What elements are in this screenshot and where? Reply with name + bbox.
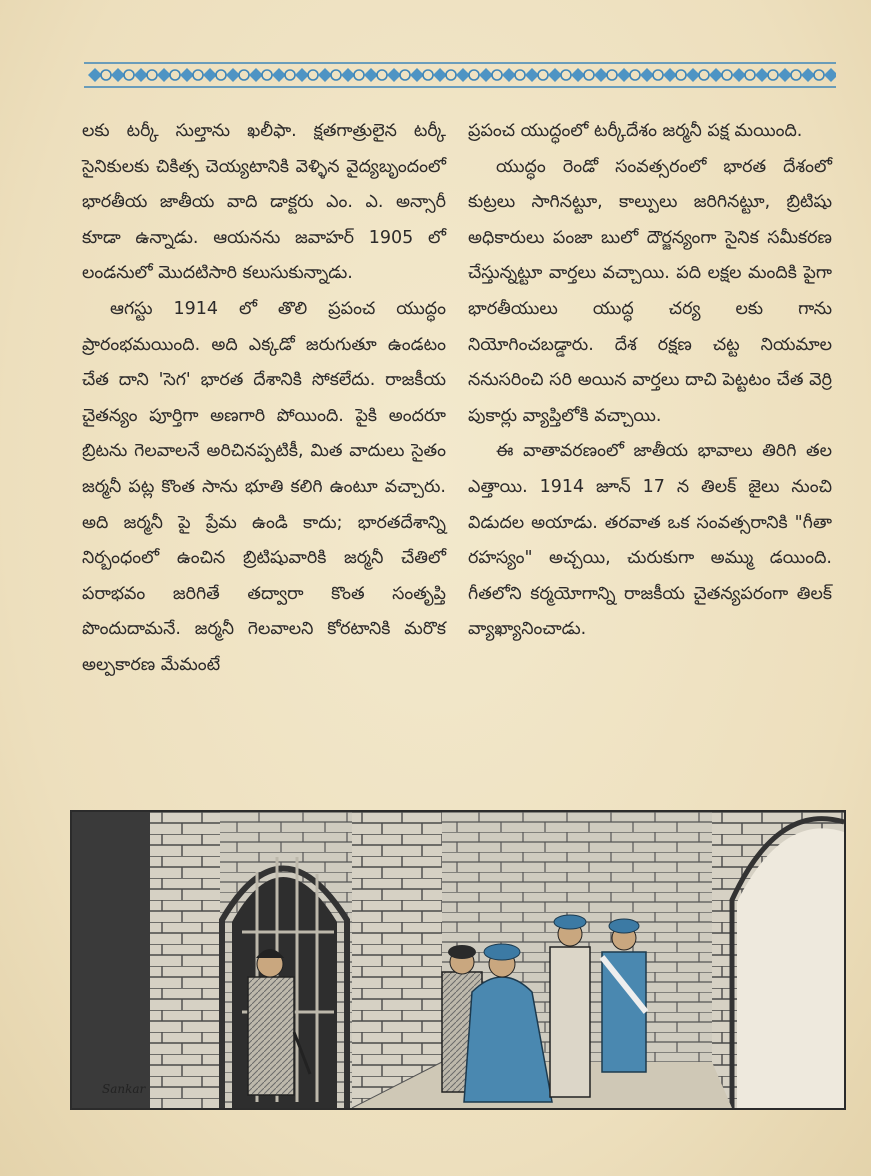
- border-diamond: [134, 68, 148, 82]
- border-diamond: [686, 68, 700, 82]
- border-ring: [699, 70, 709, 80]
- border-ring: [722, 70, 732, 80]
- left-wall-shadow: [72, 812, 150, 1108]
- border-diamond: [525, 68, 539, 82]
- border-diamond: [272, 68, 286, 82]
- border-ring: [377, 70, 387, 80]
- border-diamond: [249, 68, 263, 82]
- border-ring: [285, 70, 295, 80]
- decorative-border: [84, 60, 836, 90]
- border-ring: [676, 70, 686, 80]
- border-ring: [101, 70, 111, 80]
- border-diamond: [88, 68, 102, 82]
- border-diamond: [778, 68, 792, 82]
- border-diamond: [479, 68, 493, 82]
- border-diamond: [548, 68, 562, 82]
- left-pillar: [150, 812, 220, 1108]
- border-diamond: [640, 68, 654, 82]
- border-diamond: [295, 68, 309, 82]
- border-ring: [768, 70, 778, 80]
- border-ring: [515, 70, 525, 80]
- paragraph: ప్రపంచ యుద్ధంలో టర్కీదేశం జర్మనీ పక్ష మయింది.: [468, 121, 803, 141]
- border-diamond: [341, 68, 355, 82]
- border-diamond: [755, 68, 769, 82]
- border-diamond: [709, 68, 723, 82]
- border-diamond: [387, 68, 401, 82]
- border-diamond: [364, 68, 378, 82]
- border-ring: [469, 70, 479, 80]
- border-ring: [745, 70, 755, 80]
- border-diamond: [801, 68, 815, 82]
- border-ring: [584, 70, 594, 80]
- border-diamond: [226, 68, 240, 82]
- border-diamond: [824, 68, 836, 82]
- border-diamond: [502, 68, 516, 82]
- border-ring: [561, 70, 571, 80]
- border-ring: [354, 70, 364, 80]
- paragraph: ఈ వాతావరణంలో జాతీయ భావాలు తిరిగి తల ఎత్తాయి. 1914 జూన్ 17 న తిలక్ జైలు నుంచి విడుదల అయాడు. తరవాత ఒక సంవత్సరానికి "గీతా రహస్యం" అచ్చయి, చురుకుగా అమ్ము డయింది. గీతలోని కర్మయోగాన్ని రాజకీయ చైతన్యపరంగా తిలక్ వ్యాఖ్యానించాడు.: [468, 441, 832, 640]
- border-diamond: [410, 68, 424, 82]
- border-diamond: [157, 68, 171, 82]
- paragraph: యుద్ధం రెండో సంవత్సరంలో భారత దేశంలో కుట్రలు సాగినట్టూ, కాల్పులు జరిగినట్టూ, బ్రిటిషు అధికారులు పంజా బులో దౌర్జన్యంగా సైనిక సమీకరణ చేస్తున్నట్టూ వార్తలు వచ్చాయి. పది లక్షల మందికి పైగా భారతీయులు యుద్ధ చర్య లకు గాను నియోగించబడ్డారు. దేశ రక్షణ చట్ట నియమాల ననుసరించి సరి అయిన వార్తలు దాచి పెట్టటం చేత వెర్రి పుకార్లు వ్యాప్తిలోకి వచ్చాయి.: [468, 156, 832, 426]
- left-text-column: [82, 114, 446, 684]
- border-ring: [492, 70, 502, 80]
- border-ring: [124, 70, 134, 80]
- border-ring: [193, 70, 203, 80]
- border-diamond: [617, 68, 631, 82]
- border-ring: [653, 70, 663, 80]
- border-diamond: [180, 68, 194, 82]
- paragraph: ఆగస్టు 1914 లో తొలి ప్రపంచ యుద్ధం ప్రారంభమయింది. అది ఎక్కడో జరుగుతూ ఉండటం చేత దాని 'సెగ' భారత దేశానికి సోకలేదు. రాజకీయ చైతన్యం పూర్తిగా అణగారి పోయింది. పైకి అందరూ బ్రిటను గెలవాలనే అరిచినప్పటికీ, మిత వాదులు సైతం జర్మనీ పట్ల కొంత సాను భూతి కలిగి ఉంటూ వచ్చారు. అది జర్మనీ పై ప్రేమ ఉండి కాదు; భారతదేశాన్ని నిర్బంధంలో ఉంచిన బ్రిటిషువారికి జర్మనీ చేతిలో పరాభవం జరిగితే తద్వారా కొంత సంతృప్తి పొందుదామనే. జర్మనీ గెలవాలని కోరటానికి మరొక అల్పకారణ మేమంటే: [82, 298, 446, 675]
- right-text-column: [468, 114, 832, 648]
- border-diamond: [318, 68, 332, 82]
- paragraph: లకు టర్కీ సుల్తాను ఖలీఫా. క్షతగాత్రులైన టర్కీ సైనికులకు చికిత్స చెయ్యటానికి వెళ్ళిన వైద్యబృందంలో భారతీయ జాతీయ వాది డాక్టరు ఎం. ఎ. అన్సారీ కూడా ఉన్నాడు. ఆయనను జవాహర్ 1905 లో లండనులో మొదటిసారి కలుసుకున్నాడు.: [82, 121, 446, 284]
- border-ring: [630, 70, 640, 80]
- border-diamond: [203, 68, 217, 82]
- border-diamond: [571, 68, 585, 82]
- border-ring: [147, 70, 157, 80]
- border-ring: [538, 70, 548, 80]
- border-diamond: [456, 68, 470, 82]
- border-ring: [814, 70, 824, 80]
- prison-illustration: [70, 810, 846, 1110]
- border-ring: [446, 70, 456, 80]
- border-diamond: [663, 68, 677, 82]
- border-ring: [239, 70, 249, 80]
- border-ring: [170, 70, 180, 80]
- border-ring: [331, 70, 341, 80]
- border-ring: [607, 70, 617, 80]
- artist-signature: Sankar: [102, 1082, 146, 1096]
- border-ring: [400, 70, 410, 80]
- border-diamond: [433, 68, 447, 82]
- border-diamond: [732, 68, 746, 82]
- border-ring: [791, 70, 801, 80]
- border-diamond: [111, 68, 125, 82]
- border-ring: [423, 70, 433, 80]
- border-ring: [216, 70, 226, 80]
- prison-scene-drawing: [72, 812, 844, 1108]
- border-diamond: [594, 68, 608, 82]
- border-ring: [262, 70, 272, 80]
- border-ring: [308, 70, 318, 80]
